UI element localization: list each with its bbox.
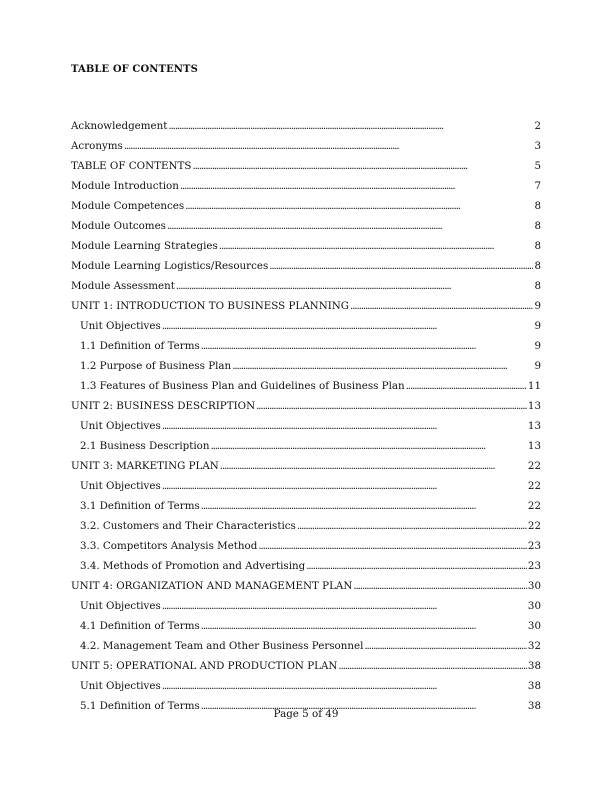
- toc-entry[interactable]: [71, 478, 541, 498]
- dot-leader: [162, 418, 527, 434]
- dot-leader: [406, 378, 527, 394]
- toc-entry-page: 23: [527, 540, 541, 552]
- dot-leader: [162, 478, 527, 494]
- toc-entry-label: 4.2. Management Team and Other Business Personnel: [80, 640, 364, 652]
- toc-entry-page: 5: [534, 160, 541, 172]
- toc-entry[interactable]: [71, 238, 541, 258]
- toc-entry[interactable]: [71, 318, 541, 338]
- dot-leader: [220, 458, 527, 474]
- toc-entry[interactable]: [71, 438, 541, 458]
- toc-entry[interactable]: [71, 638, 541, 658]
- toc-entry-label: 2.1 Business Description: [80, 440, 210, 452]
- toc-entry[interactable]: [71, 418, 541, 438]
- toc-entry-page: 7: [534, 180, 541, 192]
- dot-leader: [269, 258, 533, 274]
- dot-leader: [162, 678, 527, 694]
- toc-entry-label: Unit Objectives: [80, 320, 161, 332]
- toc-entry-label: Unit Objectives: [80, 680, 161, 692]
- toc-entry-page: 11: [527, 380, 541, 392]
- toc-entry-page: 8: [534, 260, 541, 272]
- toc-entry[interactable]: [71, 458, 541, 478]
- dot-leader: [256, 398, 527, 414]
- toc-entry[interactable]: [71, 378, 541, 398]
- toc-entry[interactable]: [71, 298, 541, 318]
- dot-leader: [210, 438, 526, 454]
- toc-entry-page: 3: [534, 140, 541, 152]
- toc-entry-page: 13: [527, 440, 541, 452]
- toc-entry-page: 38: [527, 700, 541, 712]
- toc-entry[interactable]: [71, 538, 541, 558]
- toc-entry-page: 9: [534, 320, 541, 332]
- toc-entry-label: UNIT 1: INTRODUCTION TO BUSINESS PLANNING: [71, 300, 350, 312]
- toc-entry[interactable]: [71, 578, 541, 598]
- toc-entry[interactable]: [71, 398, 541, 418]
- dot-leader: [201, 498, 527, 514]
- toc-entry-page: 8: [534, 220, 541, 232]
- toc-entry-label: 3.4. Methods of Promotion and Advertising: [80, 560, 306, 572]
- toc-entry-page: 30: [527, 580, 541, 592]
- toc-entry[interactable]: [71, 618, 541, 638]
- dot-leader: [232, 358, 533, 374]
- toc-entry-page: 22: [527, 480, 541, 492]
- toc-entry[interactable]: [71, 278, 541, 298]
- dot-leader: [162, 598, 527, 614]
- dot-leader: [306, 558, 527, 574]
- toc-entry[interactable]: [71, 218, 541, 238]
- dot-leader: [162, 318, 534, 334]
- toc-entry[interactable]: [71, 678, 541, 698]
- toc-entry-label: Unit Objectives: [80, 600, 161, 612]
- toc-entry-page: 22: [527, 520, 541, 532]
- toc-entry-label: UNIT 3: MARKETING PLAN: [71, 460, 219, 472]
- toc-entry-label: 3.1 Definition of Terms: [80, 500, 200, 512]
- dot-leader: [201, 338, 534, 354]
- toc-entry-label: UNIT 2: BUSINESS DESCRIPTION: [71, 400, 256, 412]
- toc-entry[interactable]: [71, 598, 541, 618]
- dot-leader: [192, 158, 533, 174]
- toc-entry[interactable]: [71, 358, 541, 378]
- dot-leader: [219, 238, 534, 254]
- dot-leader: [258, 538, 527, 554]
- page-number-footer: Page 5 of 49: [273, 708, 339, 720]
- toc-entry-label: 3.3. Competitors Analysis Method: [80, 540, 258, 552]
- dot-leader: [297, 518, 527, 534]
- toc-entry-page: 9: [534, 360, 541, 372]
- toc-entry[interactable]: [71, 198, 541, 218]
- toc-entry-label: Acronyms: [71, 140, 123, 152]
- toc-entry-label: 5.1 Definition of Terms: [80, 700, 200, 712]
- toc-entry-page: 38: [527, 680, 541, 692]
- toc-entry-page: 2: [534, 120, 541, 132]
- toc-entry-label: 1.3 Features of Business Plan and Guidelines of Business Plan: [80, 380, 405, 392]
- toc-entry-label: Module Learning Logistics/Resources: [71, 260, 269, 272]
- toc-entry-page: 9: [534, 300, 541, 312]
- toc-entry-label: Unit Objectives: [80, 480, 161, 492]
- dot-leader: [180, 178, 534, 194]
- toc-entry-page: 9: [534, 340, 541, 352]
- toc-entry-page: 8: [534, 200, 541, 212]
- toc-entry-page: 13: [527, 420, 541, 432]
- toc-entry[interactable]: [71, 138, 541, 158]
- toc-entry-label: Unit Objectives: [80, 420, 161, 432]
- toc-entry-label: Module Competences: [71, 200, 185, 212]
- toc-entry-label: 3.2. Customers and Their Characteristics: [80, 520, 296, 532]
- toc-entry[interactable]: [71, 338, 541, 358]
- dot-leader: [201, 618, 527, 634]
- toc-entry[interactable]: [71, 518, 541, 538]
- toc-entry[interactable]: [71, 558, 541, 578]
- toc-entry-page: 23: [527, 560, 541, 572]
- toc-entry-page: 30: [527, 600, 541, 612]
- toc-entry-label: Module Outcomes: [71, 220, 166, 232]
- toc-entry[interactable]: [71, 118, 541, 138]
- dot-leader: [167, 218, 533, 234]
- table-of-contents: [71, 118, 541, 718]
- toc-entry[interactable]: [71, 658, 541, 678]
- toc-entry-label: TABLE OF CONTENTS: [71, 160, 192, 172]
- dot-leader: [364, 638, 527, 654]
- toc-entry-page: 13: [527, 400, 541, 412]
- dot-leader: [124, 138, 534, 154]
- dot-leader: [185, 198, 533, 214]
- toc-entry-label: 4.1 Definition of Terms: [80, 620, 200, 632]
- toc-entry-label: 1.1 Definition of Terms: [80, 340, 200, 352]
- dot-leader: [350, 298, 533, 314]
- toc-entry[interactable]: [71, 498, 541, 518]
- toc-entry-page: 22: [527, 500, 541, 512]
- toc-entry-page: 8: [534, 240, 541, 252]
- toc-entry-page: 30: [527, 620, 541, 632]
- toc-entry-label: UNIT 4: ORGANIZATION AND MANAGEMENT PLAN: [71, 580, 353, 592]
- toc-entry-label: 1.2 Purpose of Business Plan: [80, 360, 232, 372]
- dot-leader: [353, 578, 527, 594]
- toc-entry-page: 38: [527, 660, 541, 672]
- toc-entry-label: Acknowledgement: [71, 120, 168, 132]
- toc-entry[interactable]: [71, 178, 541, 198]
- toc-entry-label: UNIT 5: OPERATIONAL AND PRODUCTION PLAN: [71, 660, 338, 672]
- toc-entry-page: 32: [527, 640, 541, 652]
- page-title: TABLE OF CONTENTS: [71, 64, 198, 75]
- dot-leader: [176, 278, 534, 294]
- toc-entry-label: Module Introduction: [71, 180, 179, 192]
- toc-entry-label: Module Assessment: [71, 280, 175, 292]
- toc-entry-page: 8: [534, 280, 541, 292]
- toc-entry-page: 22: [527, 460, 541, 472]
- dot-leader: [168, 118, 533, 134]
- toc-entry[interactable]: [71, 258, 541, 278]
- toc-entry-label: Module Learning Strategies: [71, 240, 218, 252]
- toc-entry[interactable]: [71, 158, 541, 178]
- dot-leader: [338, 658, 526, 674]
